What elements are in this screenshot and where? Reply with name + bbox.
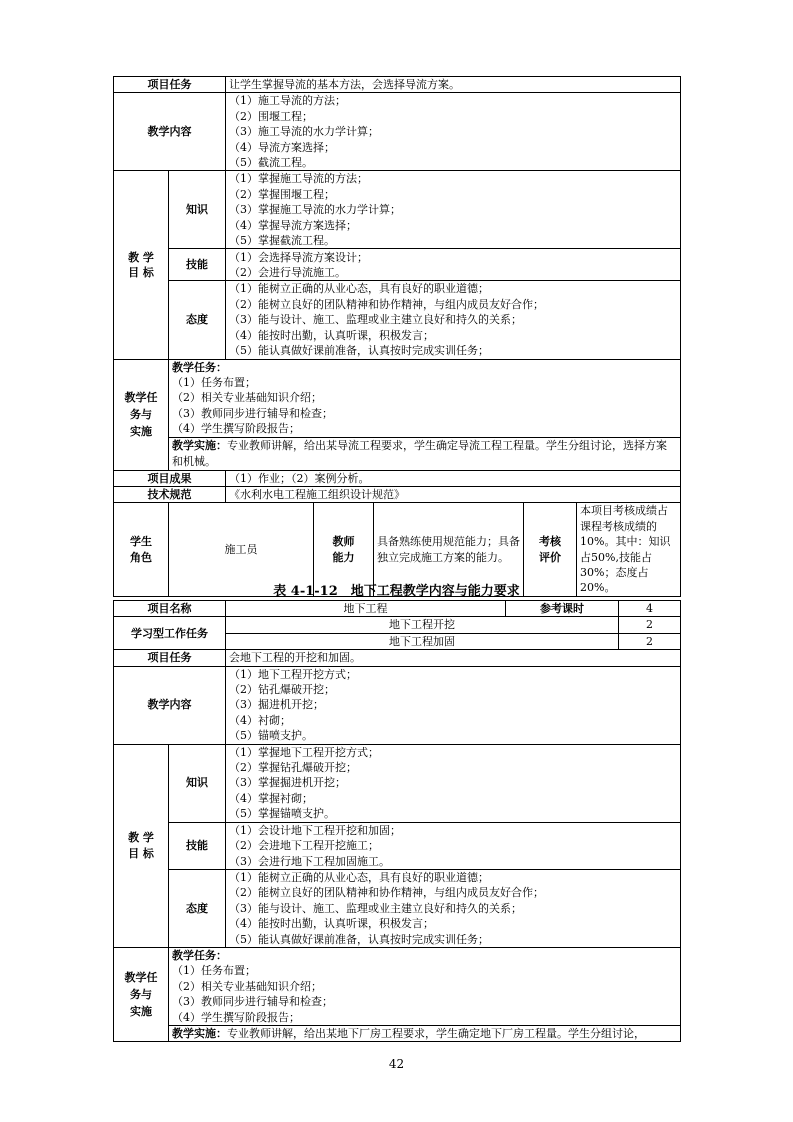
list-item: （1）掌握地下工程开挖方式；	[229, 745, 379, 759]
skill-list	[226, 822, 681, 869]
project-name-label: 项目名称	[114, 601, 226, 617]
reference-hours-value: 4	[619, 601, 681, 617]
list-item: （1）能树立正确的从业心态，具有良好的职业道德；	[229, 870, 489, 884]
list-item: （2）能树立良好的团队精神和协作精神，与组内成员友好合作；	[229, 297, 544, 311]
list-item: （1）任务布置；	[172, 964, 256, 978]
list-item: （2）相关专业基础知识介绍；	[172, 979, 322, 993]
list-item: （5）截流工程。	[229, 156, 313, 170]
assessment-value: 本项目考核成绩占课程考核成绩的10%。其中：知识占50%,技能占30%；态度占20%。	[577, 503, 681, 596]
teaching-content-list	[226, 666, 681, 744]
list-item: （2）钻孔爆破开挖；	[229, 683, 335, 697]
knowledge-list	[226, 744, 681, 822]
work-task-hours: 2	[619, 617, 681, 633]
implementation-label: 教学任 务与 实施	[114, 947, 169, 1041]
list-item: （2）相关专业基础知识介绍；	[172, 391, 322, 405]
page-number: 42	[388, 1057, 405, 1071]
project-task-label: 项目任务	[114, 77, 226, 93]
attitude-list	[226, 869, 681, 947]
list-item: （2）掌握围堰工程；	[229, 187, 335, 201]
list-item: （5）能认真做好课前准备，认真按时完成实训任务；	[229, 344, 489, 358]
teaching-task-block	[169, 947, 681, 1025]
project-name-value: 地下工程	[226, 601, 506, 617]
student-role-label: 学生 角色	[114, 503, 169, 596]
list-item: （1）能树立正确的从业心态，具有良好的职业道德；	[229, 282, 489, 296]
teaching-implementation	[169, 437, 681, 470]
list-item: （5）掌握锚喷支护。	[229, 807, 335, 821]
list-item: （1）地下工程开挖方式；	[229, 667, 357, 681]
table-caption: 表 4-1-12 地下工程教学内容与能力要求	[273, 584, 520, 599]
teaching-goal-label: 教 学 目 标	[114, 744, 169, 947]
list-item: （2）能树立良好的团队精神和协作精神，与组内成员友好合作；	[229, 886, 544, 900]
skill-label: 技能	[169, 822, 226, 869]
list-item: （5）锚喷支护。	[229, 729, 313, 743]
teaching-impl-text: 专业教师讲解，给出某导流工程要求，学生确定导流工程工程量。学生分组讨论，选择方案和机械。	[172, 439, 667, 468]
list-item: （5）能认真做好课前准备，认真按时完成实训任务；	[229, 932, 489, 946]
list-item: （4）掌握导流方案选择；	[229, 218, 357, 232]
list-item: （4）学生撰写阶段报告；	[172, 1010, 300, 1024]
list-item: （5）掌握截流工程。	[229, 234, 335, 248]
assessment-label: 考核 评价	[524, 503, 577, 596]
project-task-value: 会地下工程的开挖和加固。	[226, 650, 681, 666]
work-task-hours: 2	[619, 633, 681, 649]
teaching-implementation	[169, 1025, 681, 1041]
teaching-goal-label: 教 学 目 标	[114, 171, 169, 359]
list-item: （2）会进行导流施工。	[229, 265, 346, 279]
list-item: （3）施工导流的水力学计算；	[229, 125, 379, 139]
implementation-label: 教学任 务与 实施	[114, 359, 169, 470]
teaching-impl-title: 教学实施：	[172, 1026, 227, 1040]
spec-value: 《水利水电工程施工组织设计规范》	[226, 486, 681, 502]
list-item: （1）任务布置；	[172, 375, 256, 389]
knowledge-label: 知识	[169, 744, 226, 822]
list-item: （3）能与设计、施工、监理或业主建立良好和持久的关系；	[229, 313, 522, 327]
reference-hours-label: 参考课时	[506, 601, 619, 617]
spec-label: 技术规范	[114, 486, 226, 502]
table-diversion	[113, 76, 681, 597]
list-item: （4）能按时出勤，认真听课，积极发言；	[229, 917, 434, 931]
knowledge-list	[226, 171, 681, 249]
list-item: （3）会进行地下工程加固施工。	[229, 854, 390, 868]
teaching-content-list	[226, 93, 681, 171]
teaching-task-title: 教学任务：	[172, 948, 227, 962]
result-label: 项目成果	[114, 470, 226, 486]
attitude-label: 态度	[169, 869, 226, 947]
teaching-content-label: 教学内容	[114, 666, 226, 744]
list-item: （3）教师同步进行辅导和检查；	[172, 406, 333, 420]
student-role-value: 施工员	[169, 503, 314, 596]
list-item: （3）掘进机开挖；	[229, 698, 324, 712]
teaching-task-title: 教学任务：	[172, 360, 227, 374]
list-item: （1）会选择导流方案设计；	[229, 250, 368, 264]
attitude-label: 态度	[169, 281, 226, 359]
list-item: （4）导流方案选择；	[229, 140, 335, 154]
teaching-impl-text: 专业教师讲解，给出某地下厂房工程要求，学生确定地下厂房工程量。学生分组讨论，	[227, 1026, 645, 1040]
teacher-ability-value: 具备熟练使用规范能力；具备独立完成施工方案的能力。	[374, 503, 524, 596]
project-task-value: 让学生掌握导流的基本方法，会选择导流方案。	[226, 77, 681, 93]
list-item: （4）学生撰写阶段报告；	[172, 422, 300, 436]
teaching-impl-title: 教学实施：	[172, 439, 227, 453]
teaching-task-block	[169, 359, 681, 437]
list-item: （3）教师同步进行辅导和检查；	[172, 995, 333, 1009]
list-item: （4）衬砌；	[229, 713, 291, 727]
result-value: （1）作业；（2）案例分析。	[226, 470, 681, 486]
list-item: （3）掌握掘进机开挖；	[229, 776, 346, 790]
table-underground	[113, 600, 681, 1042]
attitude-list	[226, 281, 681, 359]
list-item: （2）掌握钻孔爆破开挖；	[229, 761, 357, 775]
list-item: （3）能与设计、施工、监理或业主建立良好和持久的关系；	[229, 901, 522, 915]
knowledge-label: 知识	[169, 171, 226, 249]
list-item: （1）施工导流的方法；	[229, 94, 346, 108]
work-task-label: 学习型工作任务	[114, 617, 226, 650]
teaching-content-label: 教学内容	[114, 93, 226, 171]
list-item: （4）能按时出勤，认真听课，积极发言；	[229, 328, 434, 342]
list-item: （2）会进地下工程开挖施工；	[229, 839, 379, 853]
list-item: （3）掌握施工导流的水力学计算；	[229, 203, 401, 217]
list-item: （1）会设计地下工程开挖和加固；	[229, 823, 401, 837]
work-task-name: 地下工程加固	[226, 633, 619, 649]
skill-list	[226, 249, 681, 281]
list-item: （2）围堰工程；	[229, 109, 313, 123]
list-item: （4）掌握衬砌；	[229, 791, 313, 805]
teacher-ability-label: 教师 能力	[314, 503, 374, 596]
work-task-name: 地下工程开挖	[226, 617, 619, 633]
list-item: （1）掌握施工导流的方法；	[229, 172, 368, 186]
skill-label: 技能	[169, 249, 226, 281]
project-task-label: 项目任务	[114, 650, 226, 666]
